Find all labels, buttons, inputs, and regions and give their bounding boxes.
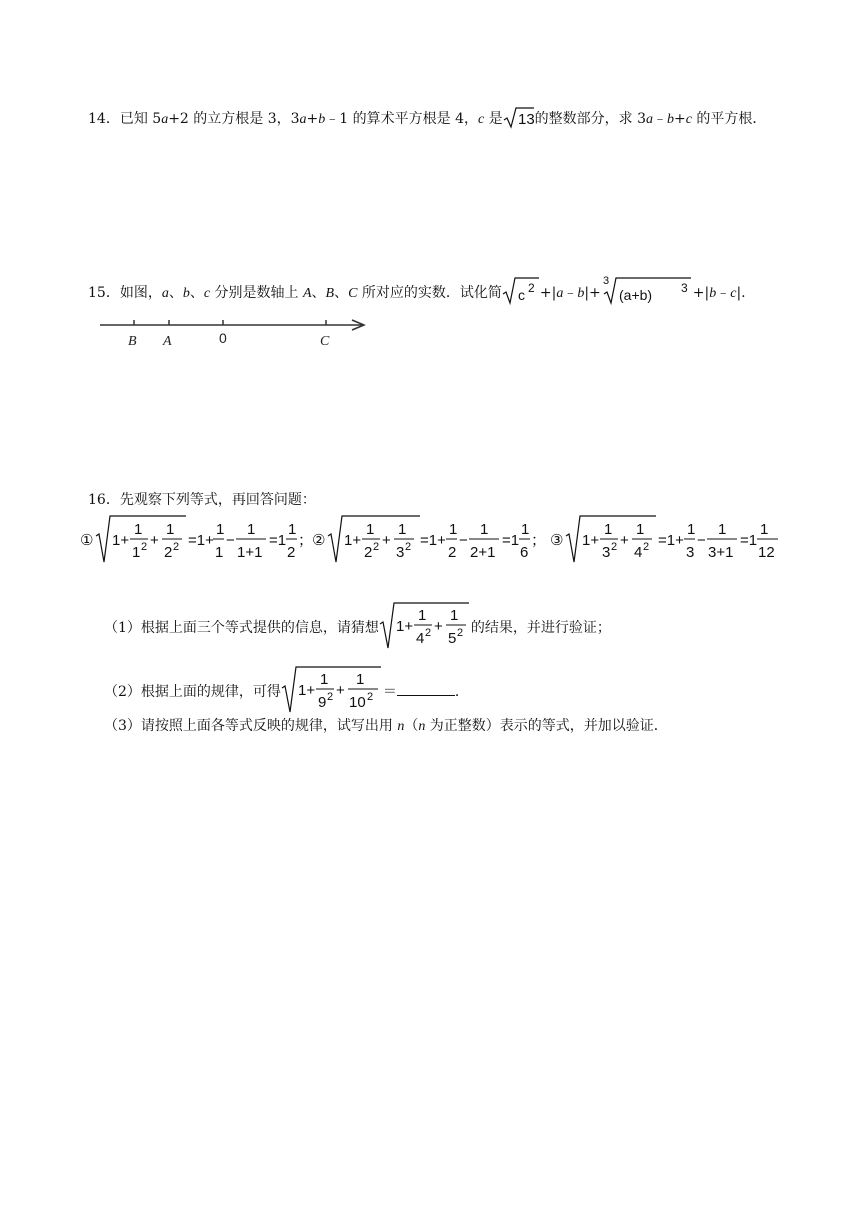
sub-question-2: （2）根据上面的规律，可得 1+ 1 9 2 + 1 10 2 ＝ ． <box>104 664 469 714</box>
eq-mark-1: ① <box>80 531 94 549</box>
svg-text:2: 2 <box>611 541 618 553</box>
svg-text:1: 1 <box>215 544 224 561</box>
svg-text:=1: =1 <box>269 532 287 549</box>
sub-question-1: （1）根据上面三个等式提供的信息，请猜想 1+ 1 4 2 + 1 5 2 的结果，并进行验证； <box>104 600 611 650</box>
svg-text:+: + <box>150 532 159 549</box>
svg-text:1: 1 <box>718 521 727 538</box>
svg-text:+: + <box>620 532 629 549</box>
separator: ； <box>531 531 547 549</box>
svg-text:=1: =1 <box>740 532 758 549</box>
svg-text:1: 1 <box>687 521 696 538</box>
svg-text:3: 3 <box>680 281 688 295</box>
svg-text:+: + <box>382 532 391 549</box>
label-A: A <box>163 334 172 349</box>
svg-text:−: − <box>226 532 235 549</box>
svg-text:1: 1 <box>166 521 175 538</box>
svg-text:1+: 1+ <box>395 618 414 635</box>
eq-mark-3: ③ <box>550 531 564 549</box>
separator: ； <box>298 531 314 549</box>
svg-text:3: 3 <box>686 544 695 561</box>
svg-text:1+: 1+ <box>297 682 316 699</box>
svg-text:1+: 1+ <box>582 532 600 549</box>
svg-text:1: 1 <box>398 521 407 538</box>
svg-text:+: + <box>433 618 443 635</box>
sqrt-expression-4-5 <box>379 600 471 650</box>
svg-text:12: 12 <box>758 544 775 561</box>
svg-text:1: 1 <box>604 521 613 538</box>
svg-text:1: 1 <box>760 521 769 538</box>
svg-text:1: 1 <box>449 607 459 624</box>
svg-text:1: 1 <box>288 521 297 538</box>
svg-text:2: 2 <box>527 281 535 295</box>
svg-text:1: 1 <box>366 521 375 538</box>
svg-text:4: 4 <box>415 630 425 647</box>
svg-text:c: c <box>517 287 525 303</box>
svg-text:2: 2 <box>326 691 334 703</box>
svg-text:10: 10 <box>348 694 366 711</box>
equation-row <box>80 512 790 566</box>
svg-text:2: 2 <box>448 544 457 561</box>
svg-text:1: 1 <box>355 671 365 688</box>
svg-text:3+1: 3+1 <box>708 544 734 561</box>
svg-text:2: 2 <box>364 544 373 561</box>
svg-text:2: 2 <box>164 544 173 561</box>
svg-text:2: 2 <box>643 541 650 553</box>
svg-text:−: − <box>459 532 468 549</box>
svg-text:1: 1 <box>132 544 141 561</box>
question-16-intro: 16．先观察下列等式，再回答问题： <box>88 492 316 508</box>
svg-text:2: 2 <box>373 541 380 553</box>
svg-text:6: 6 <box>520 544 529 561</box>
svg-text:2: 2 <box>366 691 374 703</box>
svg-text:1: 1 <box>319 671 329 688</box>
svg-text:1: 1 <box>134 521 143 538</box>
svg-text:1: 1 <box>636 521 645 538</box>
sqrt-13 <box>503 107 535 129</box>
svg-text:1: 1 <box>247 521 256 538</box>
question-number: 15． <box>88 285 120 301</box>
svg-text:(a+b): (a+b) <box>618 287 652 303</box>
svg-text:1: 1 <box>521 521 530 538</box>
question-14: 14．已知 5a+2 的立方根是 3，3a+b﹣1 的算术平方根是 4，c 是 13 的整数部分，求 3a﹣b+c 的平方根． <box>88 107 766 130</box>
question-number: 14． <box>88 111 120 127</box>
svg-text:2: 2 <box>287 544 296 561</box>
svg-text:3: 3 <box>396 544 405 561</box>
svg-text:2: 2 <box>424 627 432 639</box>
svg-text:=1+: =1+ <box>658 532 684 549</box>
svg-text:=1+: =1+ <box>420 532 446 549</box>
svg-text:1: 1 <box>417 607 427 624</box>
svg-text:3: 3 <box>602 275 609 287</box>
question-number: 16． <box>88 492 120 508</box>
svg-text:13: 13 <box>517 111 535 128</box>
number-line-figure <box>96 313 376 353</box>
svg-text:+: + <box>335 682 345 699</box>
svg-text:2+1: 2+1 <box>470 544 496 561</box>
answer-blank[interactable] <box>397 681 455 696</box>
svg-text:4: 4 <box>634 544 643 561</box>
svg-text:1: 1 <box>216 521 225 538</box>
svg-text:2: 2 <box>456 627 464 639</box>
eq-mark-2: ② <box>312 531 326 549</box>
question-15: 15．如图，a、b、c 分别是数轴上 A、B、C 所对应的实数．试化简 c 2 +|a﹣b|+ 3 (a+b) 3 +|b﹣c|. <box>88 275 746 303</box>
svg-text:1: 1 <box>480 521 489 538</box>
svg-text:1+: 1+ <box>344 532 362 549</box>
svg-text:9: 9 <box>317 694 327 711</box>
label-B: B <box>128 334 137 349</box>
svg-text:1: 1 <box>449 521 458 538</box>
cube-root-a-plus-b-cubed <box>601 275 693 305</box>
sqrt-expression-9-10 <box>281 664 383 714</box>
label-C: C <box>320 334 330 349</box>
svg-text:2: 2 <box>405 541 412 553</box>
svg-text:=1+: =1+ <box>188 532 214 549</box>
svg-text:2: 2 <box>141 541 148 553</box>
label-0: 0 <box>219 330 227 346</box>
svg-text:1+: 1+ <box>112 532 130 549</box>
svg-text:3: 3 <box>602 544 611 561</box>
svg-text:−: − <box>697 532 706 549</box>
svg-text:=1: =1 <box>502 532 520 549</box>
svg-text:5: 5 <box>447 630 457 647</box>
sqrt-c-squared <box>502 277 540 305</box>
sub-question-3: （3）请按照上面各等式反映的规律，试写出用 n（n 为正整数）表示的等式，并加以验证． <box>104 718 668 734</box>
svg-text:2: 2 <box>173 541 180 553</box>
svg-text:1+1: 1+1 <box>237 544 263 561</box>
